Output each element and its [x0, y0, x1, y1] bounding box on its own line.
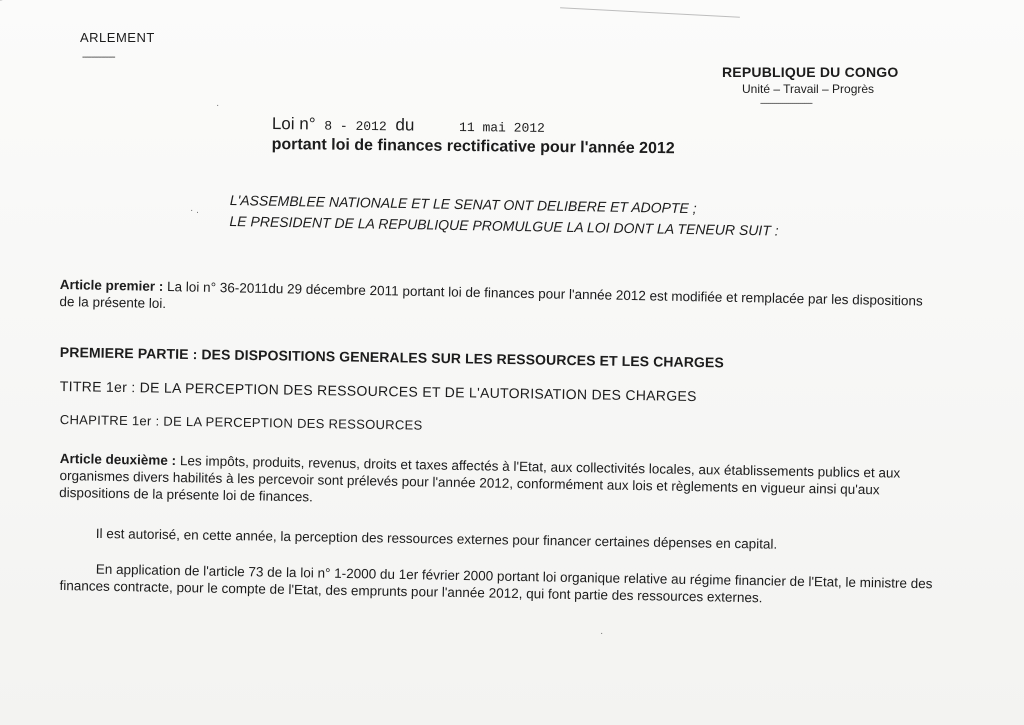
article-deuxieme	[59, 450, 940, 516]
enacting-line-2: LE PRESIDENT DE LA REPUBLIQUE PROMULGUE LA LOI DONT LA TENEUR SUIT :	[229, 212, 779, 239]
enacting-line-1: L'ASSEMBLEE NATIONALE ET LE SENAT ONT DELIBERE ET ADOPTE ;	[229, 191, 697, 217]
page-fold-line	[0, 0, 122, 1]
scan-speck: ·	[600, 628, 604, 639]
parlement-underline: --------------	[82, 52, 115, 63]
chapitre-heading: CHAPITRE 1er : DE LA PERCEPTION DES RESSOURCES	[59, 412, 423, 433]
scan-speck: · .	[190, 205, 199, 216]
law-number-line	[272, 114, 675, 138]
article-deuxieme-label: Article deuxième :	[59, 450, 177, 469]
part-heading: PREMIERE PARTIE : DES DISPOSITIONS GENERALES SUR LES RESSOURCES ET LES CHARGES	[59, 344, 725, 371]
article-premier	[59, 276, 939, 327]
article-premier-label: Article premier :	[59, 276, 164, 294]
paragraph-loans: En application de l'article 73 de la loi n° 1-2000 du 1er février 2000 portant loi organique relative au régime financier de l'Etat, le ministre des finances contracte, pour le compte de l'Etat, des emprunts pour l'année 2012, qui font partie des ressources externes.	[59, 561, 933, 606]
republic-heading: REPUBLIQUE DU CONGO	[722, 64, 899, 80]
law-du: du	[395, 115, 415, 135]
paragraph-external-resources: Il est autorisé, en cette année, la perception des ressources externes pour financer certaines dépenses en capital.	[95, 526, 778, 552]
page-top-edge	[560, 7, 740, 17]
law-date: 11 mai 2012	[459, 119, 545, 136]
parlement-heading: ARLEMENT	[80, 30, 155, 45]
law-prefix: Loi n°	[271, 114, 316, 134]
scan-speck: ·	[216, 100, 220, 111]
law-number: 8 - 2012	[324, 118, 387, 135]
enacting-formula	[229, 190, 779, 242]
motto-underline: --------------------------	[760, 98, 812, 108]
article-deuxieme-text: Les impôts, produits, revenus, droits et taxes affectés à l'Etat, aux collectivités locales, aux établissements publics et aux organismes divers habilités à les percevoir sont prélevés pour l'année 2012, conformément aux lois et règlements en vigueur ainsi qu'aux dispositions de la présente loi de finances.	[59, 453, 901, 505]
article-premier-text: La loi n° 36-2011du 29 décembre 2011 portant loi de finances pour l'année 2012 est modifiée et remplacée par les dispositions de la présente loi.	[59, 279, 923, 312]
law-subtitle: portant loi de finances rectificative pour l'année 2012	[271, 135, 675, 158]
law-title-block	[272, 114, 675, 158]
titre-heading: TITRE 1er : DE LA PERCEPTION DES RESSOURCES ET DE L'AUTORISATION DES CHARGES	[59, 378, 697, 405]
national-motto: Unité – Travail – Progrès	[742, 82, 875, 96]
